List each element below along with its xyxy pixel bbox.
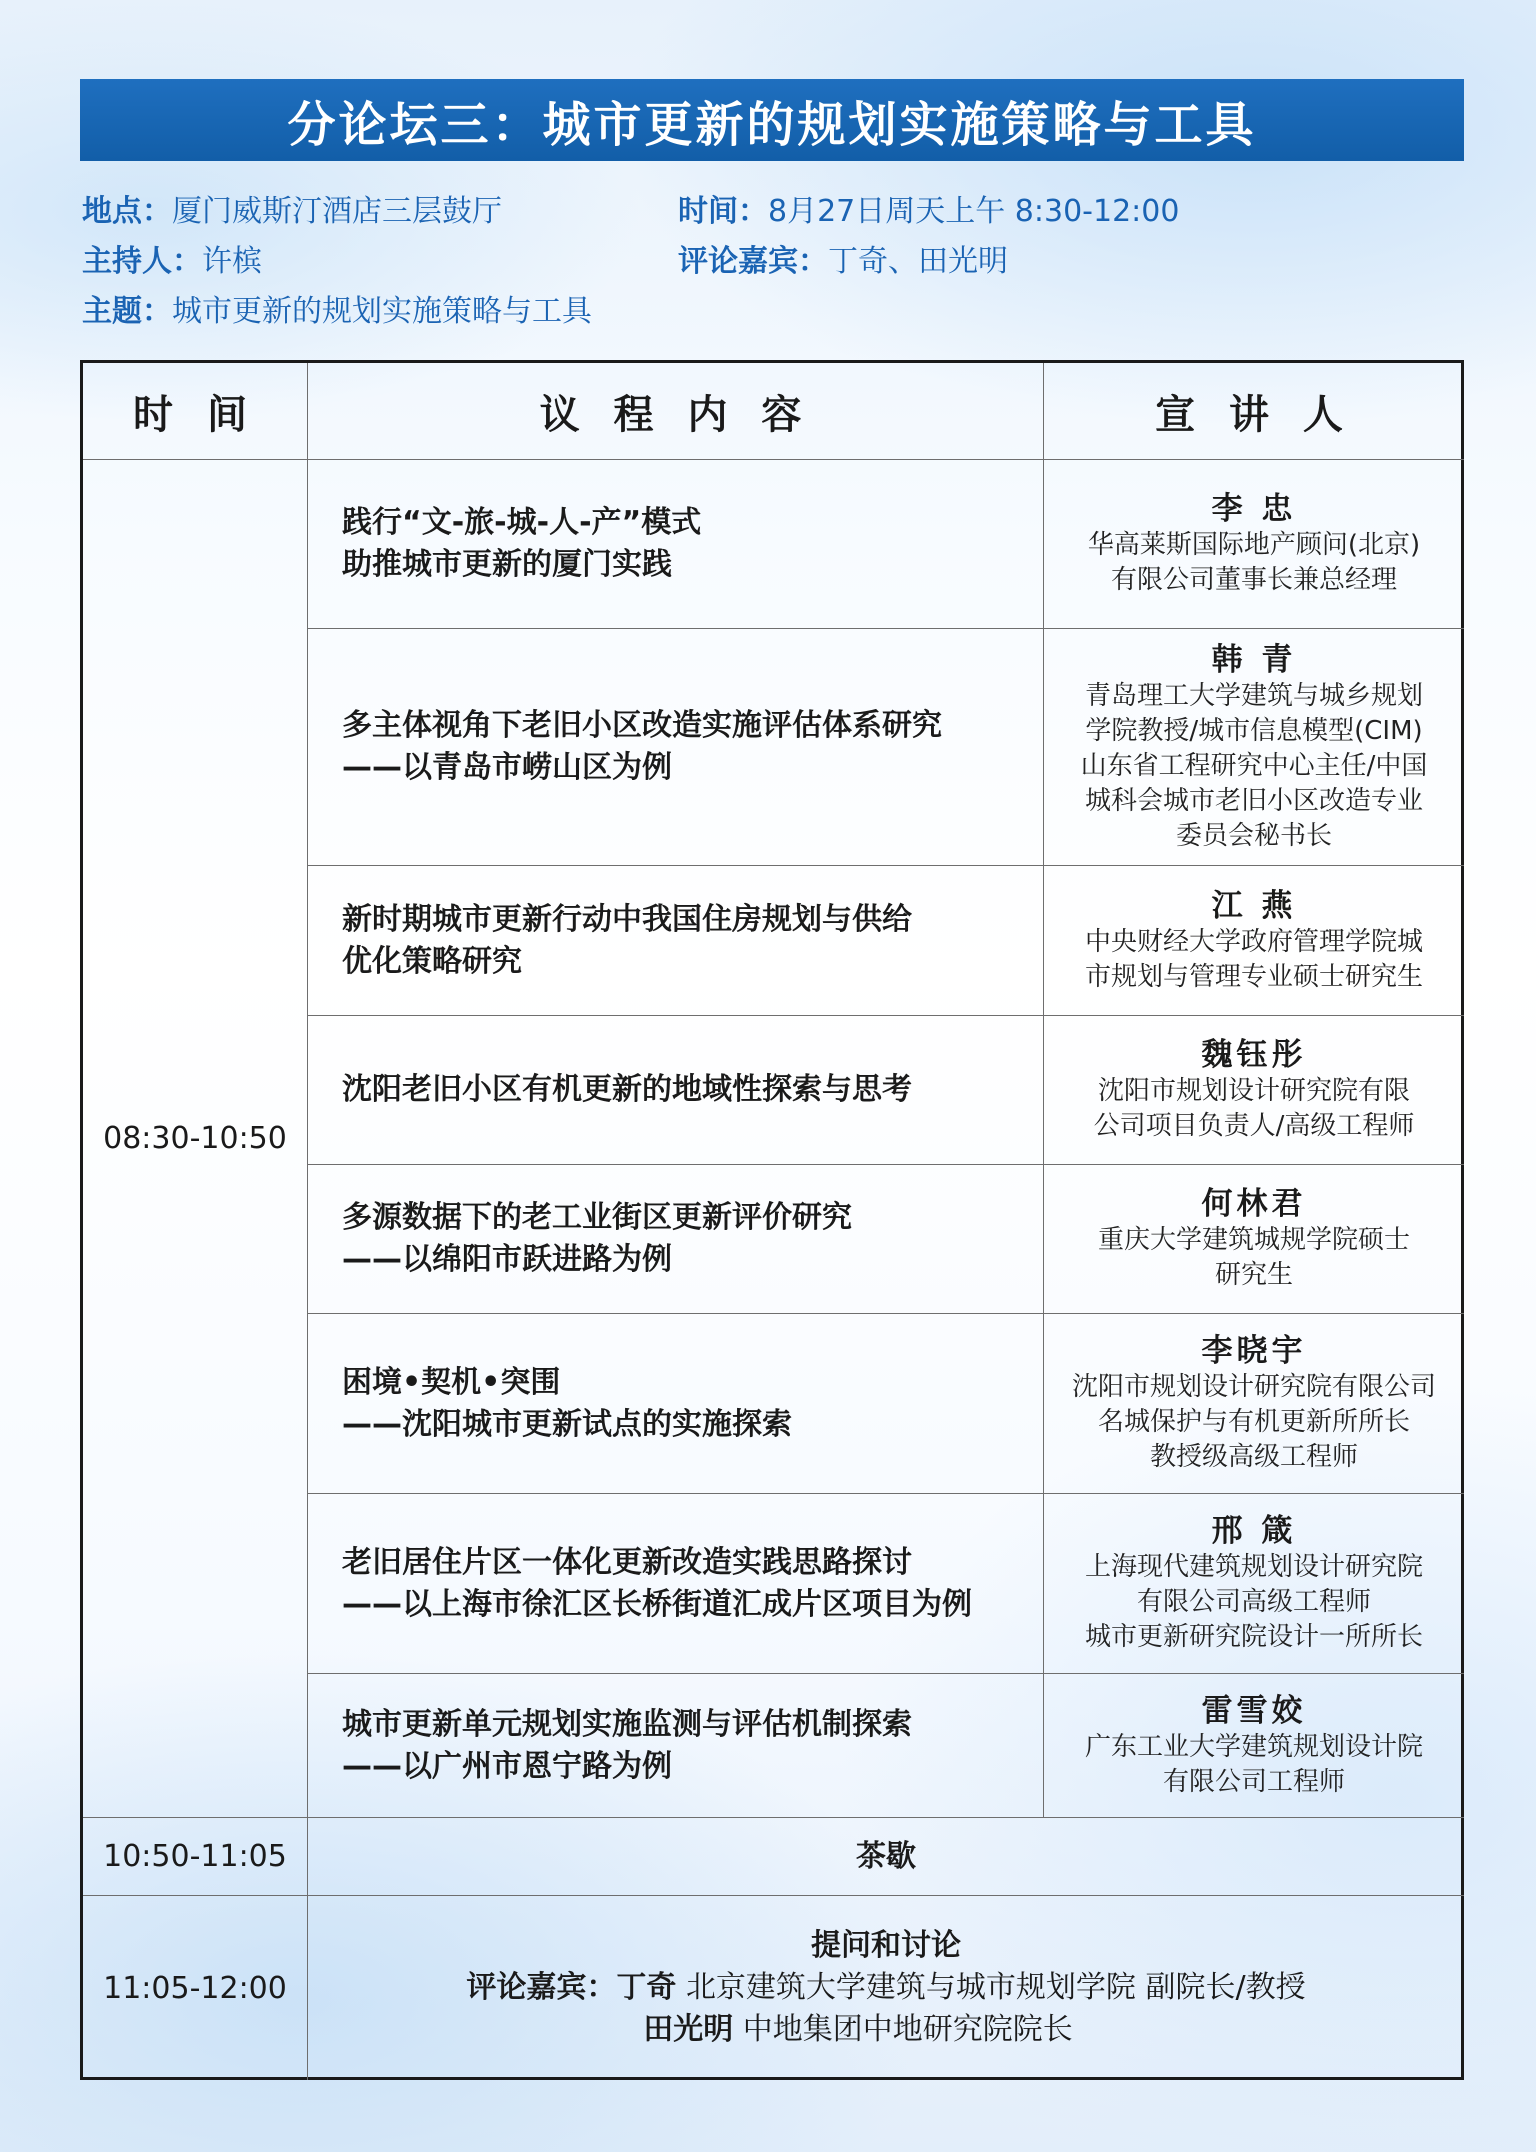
speaker-org: 学院教授/城市信息模型(CIM) [1085, 715, 1423, 746]
commentators-info [678, 236, 1008, 280]
talk-speaker [1044, 1494, 1464, 1673]
speaker-org: 华高莱斯国际地产顾问(北京) [1087, 530, 1421, 560]
talk-topic-line: ——以上海市徐汇区长桥街道汇成片区项目为例 [342, 1586, 972, 1622]
talk-speaker [1044, 1314, 1464, 1493]
talk-topic [308, 1494, 1043, 1673]
talk-topic [308, 629, 1043, 865]
speaker-org: 青岛理工大学建筑与城乡规划 [1084, 680, 1423, 711]
speaker-org: 有限公司工程师 [1162, 1766, 1345, 1797]
talk-topic-line: 老旧居住片区一体化更新改造实践思路探讨 [342, 1544, 912, 1580]
time-label: 时间： [678, 194, 768, 229]
talk-speaker [1044, 1016, 1464, 1164]
talk-topic-line: 困境•契机•突围 [342, 1364, 561, 1400]
host-value: 许槟 [202, 244, 262, 279]
discussion-title: 提问和讨论 [811, 1928, 961, 1963]
commentators-value: 丁奇、田光明 [828, 244, 1008, 279]
location-label: 地点： [82, 194, 172, 229]
speaker-org: 沈阳市规划设计研究院有限 [1097, 1076, 1410, 1106]
talk-topic [308, 1016, 1043, 1164]
talk-topic-line: 优化策略研究 [342, 943, 522, 979]
talk-topic-line: 多主体视角下老旧小区改造实施评估体系研究 [342, 708, 942, 743]
theme-value: 城市更新的规划实施策略与工具 [172, 294, 592, 329]
talk-topic [308, 1674, 1043, 1817]
speaker-org: 市规划与管理专业硕士研究生 [1084, 961, 1423, 992]
forum-title-banner [80, 79, 1464, 161]
speaker-org: 上海现代建筑规划设计研究院 [1084, 1552, 1423, 1582]
break-cell [308, 1818, 1464, 1895]
speaker-name: 邢 箴 [1211, 1513, 1297, 1549]
talk-topic [308, 1165, 1043, 1313]
speaker-org: 名城保护与有机更新所所长 [1097, 1407, 1410, 1437]
talk-topic-line: ——沈阳城市更新试点的实施探索 [342, 1406, 792, 1442]
talk-speaker [1044, 1165, 1464, 1313]
theme-label: 主题： [82, 294, 172, 329]
header-agenda: 议 程 内 容 [539, 391, 812, 438]
talk-speaker [1044, 866, 1464, 1015]
agenda-table [80, 360, 1464, 2080]
speaker-org: 公司项目负责人/高级工程师 [1093, 1111, 1415, 1141]
talk-topic-line: 践行“文-旅-城-人-产”模式 [342, 505, 702, 540]
speaker-org: 广东工业大学建筑规划设计院 [1084, 1731, 1423, 1762]
break-label: 茶歇 [856, 1838, 916, 1874]
header-time: 时 间 [133, 391, 257, 438]
talk-topic-line: 城市更新单元规划实施监测与评估机制探索 [342, 1706, 912, 1742]
guest-org: 中地集团中地研究院院长 [742, 2012, 1073, 2047]
talk-topic-line: 沈阳老旧小区有机更新的地域性探索与思考 [342, 1072, 912, 1107]
speaker-name: 韩 青 [1211, 641, 1297, 678]
talk-topic [308, 1314, 1043, 1493]
discussion-label: 评论嘉宾： [466, 1970, 617, 2005]
talk-speaker [1044, 460, 1464, 628]
host-info [82, 236, 262, 280]
talk-speaker [1044, 1674, 1464, 1817]
speaker-org: 山东省工程研究中心主任/中国 [1080, 750, 1428, 781]
talk-topic-line: ——以绵阳市跃进路为例 [342, 1242, 672, 1277]
guest-name: 丁奇 [616, 1970, 677, 2005]
location-value: 厦门威斯汀酒店三层鼓厅 [172, 194, 502, 229]
break-time: 10:50-11:05 [103, 1839, 287, 1874]
session-time: 08:30-10:50 [103, 1121, 287, 1156]
talk-topic-line: 助推城市更新的厦门实践 [342, 547, 672, 582]
commentators-label: 评论嘉宾： [678, 244, 828, 279]
discussion-guest-2 [643, 2009, 1073, 2051]
time-value: 8月27日周天上午 8:30-12:00 [768, 194, 1180, 229]
speaker-name: 李 忠 [1211, 491, 1297, 527]
speaker-org: 研究生 [1214, 1260, 1293, 1290]
speaker-org: 委员会秘书长 [1175, 820, 1332, 851]
location-info [82, 186, 502, 230]
talk-topic-line: 多源数据下的老工业街区更新评价研究 [342, 1200, 852, 1235]
talk-topic [308, 460, 1043, 628]
host-label: 主持人： [82, 244, 202, 279]
speaker-name: 魏钰彤 [1201, 1037, 1307, 1073]
forum-title: 分论坛三：城市更新的规划实施策略与工具 [287, 96, 1257, 153]
header-speaker: 宣 讲 人 [1155, 391, 1353, 438]
discussion-cell [308, 1896, 1464, 2080]
talk-topic-line: ——以青岛市崂山区为例 [342, 750, 672, 785]
speaker-org: 城市更新研究院设计一所所长 [1084, 1622, 1423, 1652]
speaker-org: 城科会城市老旧小区改造专业 [1084, 785, 1423, 816]
speaker-org: 有限公司董事长兼总经理 [1110, 565, 1397, 595]
discussion-time: 11:05-12:00 [103, 1970, 287, 2006]
speaker-org: 教授级高级工程师 [1149, 1442, 1358, 1472]
guest-name: 田光明 [643, 2012, 734, 2047]
discussion-guest-1 [466, 1967, 1305, 2009]
guest-org: 北京建筑大学建筑与城市规划学院 副院长/教授 [685, 1970, 1306, 2005]
talk-topic-line: 新时期城市更新行动中我国住房规划与供给 [342, 901, 912, 937]
speaker-org: 沈阳市规划设计研究院有限公司 [1071, 1372, 1436, 1402]
speaker-org: 中央财经大学政府管理学院城 [1084, 926, 1423, 957]
speaker-org: 重庆大学建筑城规学院硕士 [1097, 1225, 1410, 1255]
speaker-name: 李晓宇 [1201, 1333, 1307, 1369]
speaker-org: 有限公司高级工程师 [1136, 1587, 1371, 1617]
speaker-name: 江 燕 [1211, 887, 1297, 924]
time-info [678, 186, 1179, 230]
speaker-name: 何林君 [1201, 1186, 1307, 1222]
talk-topic [308, 866, 1043, 1015]
speaker-name: 雷雪姣 [1201, 1692, 1307, 1729]
talk-speaker [1044, 629, 1464, 865]
talk-topic-line: ——以广州市恩宁路为例 [342, 1748, 672, 1784]
theme-info [82, 286, 592, 330]
